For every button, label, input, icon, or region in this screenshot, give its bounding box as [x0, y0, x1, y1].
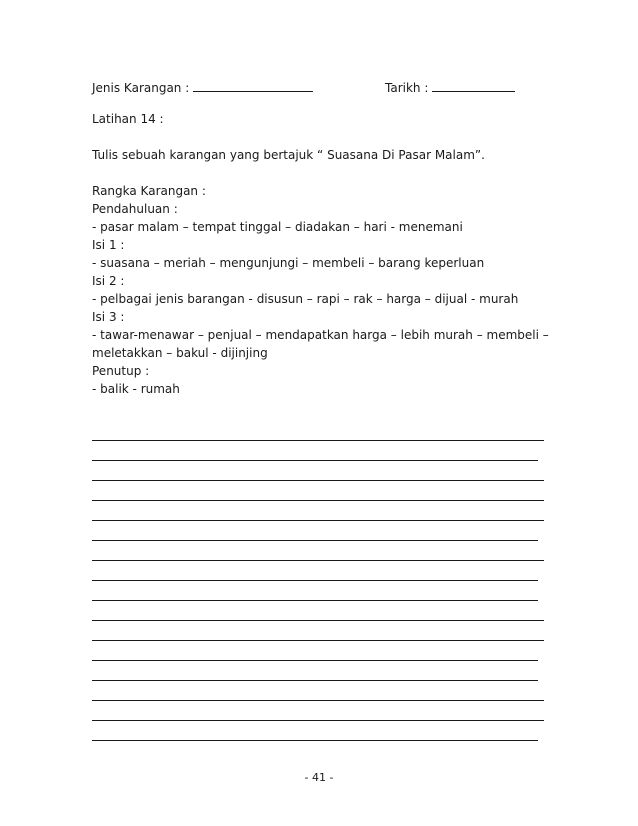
exercise-title: Latihan 14 :	[92, 112, 164, 126]
outline-line: Isi 3 :	[92, 310, 125, 324]
tarikh-label: Tarikh :	[385, 81, 429, 95]
writing-line[interactable]	[92, 700, 544, 701]
writing-line[interactable]	[92, 500, 544, 501]
outline-line: Isi 2 :	[92, 274, 125, 288]
outline-line: Penutup :	[92, 364, 150, 378]
header-row	[92, 80, 542, 98]
outline-line: meletakkan – bakul - dijinjing	[92, 346, 268, 360]
writing-line[interactable]	[92, 720, 544, 721]
outline-line: - pelbagai jenis barangan - disusun – rapi – rak – harga – dijual - murah	[92, 292, 519, 306]
writing-line[interactable]	[92, 740, 538, 741]
writing-line[interactable]	[92, 660, 538, 661]
tarikh-field	[385, 80, 515, 95]
outline-line: - balik - rumah	[92, 382, 180, 396]
writing-line[interactable]	[92, 580, 538, 581]
outline-line: Isi 1 :	[92, 238, 125, 252]
outline-block	[92, 182, 552, 398]
jenis-karangan-label: Jenis Karangan :	[92, 81, 190, 95]
outline-line: - pasar malam – tempat tinggal – diadakan – hari - menemani	[92, 220, 463, 234]
writing-line[interactable]	[92, 540, 538, 541]
tarikh-blank[interactable]	[432, 80, 515, 92]
outline-heading: Rangka Karangan :	[92, 184, 206, 198]
jenis-karangan-blank[interactable]	[193, 80, 313, 92]
jenis-karangan-field	[92, 80, 313, 95]
page-number: - 41 -	[304, 771, 334, 784]
outline-line: Pendahuluan :	[92, 202, 178, 216]
writing-line[interactable]	[92, 620, 544, 621]
writing-line[interactable]	[92, 600, 538, 601]
writing-line[interactable]	[92, 480, 544, 481]
writing-line[interactable]	[92, 560, 544, 561]
outline-line: - suasana – meriah – mengunjungi – membeli – barang keperluan	[92, 256, 485, 270]
writing-line[interactable]	[92, 520, 544, 521]
outline-line: - tawar-menawar – penjual – mendapatkan harga – lebih murah – membeli –	[92, 328, 549, 342]
writing-line[interactable]	[92, 460, 538, 461]
instruction-text: Tulis sebuah karangan yang bertajuk “ Suasana Di Pasar Malam”.	[92, 148, 485, 162]
writing-line[interactable]	[92, 680, 538, 681]
writing-line[interactable]	[92, 640, 544, 641]
writing-line[interactable]	[92, 440, 544, 441]
